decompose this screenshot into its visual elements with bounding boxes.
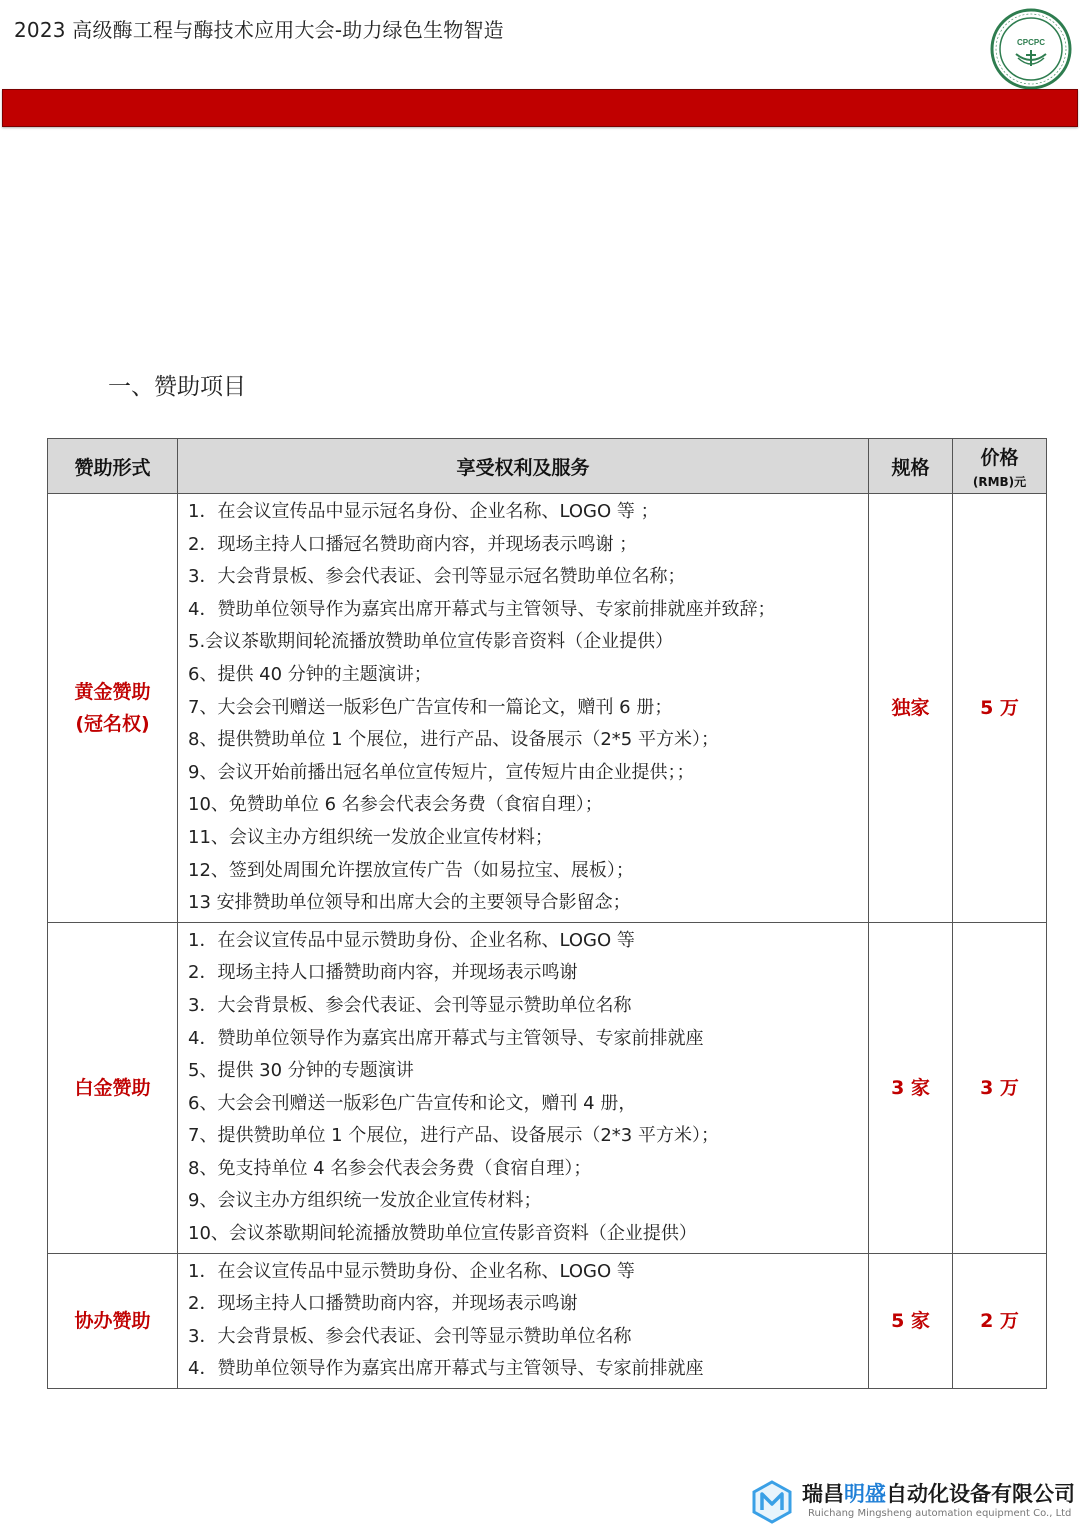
list-item: 5.会议茶歇期间轮流播放赞助单位宣传影音资料（企业提供） <box>188 631 674 653</box>
sponsor-tier-name: 黄金赞助 <box>74 680 151 703</box>
benefits-list <box>188 925 868 1251</box>
header-price-main: 价格 <box>980 446 1019 469</box>
list-item: 5、提供 30 分钟的专题演讲 <box>188 1060 414 1082</box>
list-item: 2．现场主持人口播赞助商内容，并现场表示鸣谢 <box>188 1293 578 1315</box>
list-item: 2．现场主持人口播赞助商内容，并现场表示鸣谢 <box>188 962 578 984</box>
list-item: 7、提供赞助单位 1 个展位，进行产品、设备展示（2*3 平方米）； <box>188 1125 719 1147</box>
list-item: 8、提供赞助单位 1 个展位，进行产品、设备展示（2*5 平方米）； <box>188 729 719 751</box>
price-cell: 2 万 <box>953 1253 1047 1388</box>
list-item: 8、免支持单位 4 名参会代表会务费（食宿自理）； <box>188 1157 592 1179</box>
list-item: 4．赞助单位领导作为嘉宾出席开幕式与主管领导、专家前排就座 <box>188 1027 704 1049</box>
benefits-cell <box>178 494 869 923</box>
sponsorship-table <box>47 438 1047 1389</box>
header-price-unit: (RMB)元 <box>972 474 1027 489</box>
list-item: 3．大会背景板、参会代表证、会刊等显示赞助单位名称 <box>188 1325 632 1347</box>
benefits-list <box>188 1256 868 1386</box>
list-item: 3．大会背景板、参会代表证、会刊等显示冠名赞助单位名称； <box>188 566 686 588</box>
footer-company-suffix: 自动化设备有限公司 <box>886 1482 1075 1506</box>
list-item: 1．在会议宣传品中显示赞助身份、企业名称、LOGO 等 <box>188 929 635 951</box>
company-logo-icon <box>752 1480 792 1524</box>
header-spec: 规格 <box>869 439 953 494</box>
list-item: 12、签到处周围允许摆放宣传广告（如易拉宝、展板）； <box>188 859 634 881</box>
svg-text:CPCPC: CPCPC <box>1016 38 1046 47</box>
list-item: 10、免赞助单位 6 名参会代表会务费（食宿自理）； <box>188 794 603 816</box>
list-item: 1．在会议宣传品中显示赞助身份、企业名称、LOGO 等 <box>188 1260 635 1282</box>
list-item: 11、会议主办方组织统一发放企业宣传材料； <box>188 826 553 848</box>
table-header-row <box>48 439 1047 494</box>
table-row <box>48 494 1047 923</box>
footer-company-accent: 明盛 <box>844 1482 886 1506</box>
document-header-title: 2023 高级酶工程与酶技术应用大会-助力绿色生物智造 <box>14 18 504 42</box>
sponsor-tier-name: 协办赞助 <box>74 1309 151 1332</box>
header-benefits: 享受权利及服务 <box>178 439 869 494</box>
list-item: 13 安排赞助单位领导和出席大会的主要领导合影留念； <box>188 892 631 914</box>
list-item: 4．赞助单位领导作为嘉宾出席开幕式与主管领导、专家前排就座 <box>188 1358 704 1380</box>
list-item: 3．大会背景板、参会代表证、会刊等显示赞助单位名称 <box>188 994 632 1016</box>
list-item: 4．赞助单位领导作为嘉宾出席开幕式与主管领导、专家前排就座并致辞； <box>188 598 776 620</box>
list-item: 1．在会议宣传品中显示冠名身份、企业名称、LOGO 等 ； <box>188 501 659 522</box>
list-item: 6、大会会刊赠送一版彩色广告宣传和论文，赠刊 4 册， <box>188 1092 637 1114</box>
header-sponsor-form: 赞助形式 <box>48 439 178 494</box>
benefits-list <box>188 496 868 920</box>
footer-company-name <box>802 1478 1075 1508</box>
list-item: 9、会议主办方组织统一发放企业宣传材料； <box>188 1190 542 1212</box>
cpcpc-seal-logo <box>990 8 1072 90</box>
benefits-cell <box>178 922 869 1253</box>
sponsor-tier-cell <box>48 922 178 1253</box>
footer-company-watermark <box>752 1476 1078 1526</box>
table-row <box>48 1253 1047 1388</box>
price-cell: 3 万 <box>953 922 1047 1253</box>
spec-cell: 独家 <box>869 494 953 923</box>
list-item: 7、大会会刊赠送一版彩色广告宣传和一篇论文，赠刊 6 册； <box>188 696 673 718</box>
spec-cell: 3 家 <box>869 922 953 1253</box>
list-item: 9、会议开始前播出冠名单位宣传短片，宣传短片由企业提供；； <box>188 761 695 783</box>
price-cell: 5 万 <box>953 494 1047 923</box>
sponsor-tier-name: 白金赞助 <box>74 1076 151 1099</box>
sponsor-tier-cell <box>48 494 178 923</box>
section-title: 一、赞助项目 <box>108 374 246 400</box>
sponsor-tier-cell <box>48 1253 178 1388</box>
spec-cell: 5 家 <box>869 1253 953 1388</box>
benefits-cell <box>178 1253 869 1388</box>
header-red-band <box>2 89 1078 127</box>
list-item: 6、提供 40 分钟的主题演讲； <box>188 663 432 685</box>
footer-company-english: Ruichang Mingsheng automation equipment Co., Ltd <box>808 1508 1072 1519</box>
sponsor-tier-subtitle: (冠名权) <box>75 712 150 735</box>
list-item: 10、会议茶歇期间轮流播放赞助单位宣传影音资料（企业提供） <box>188 1223 697 1245</box>
table-row <box>48 922 1047 1253</box>
header-price <box>953 439 1047 494</box>
list-item: 2．现场主持人口播冠名赞助商内容，并现场表示鸣谢 ； <box>188 533 638 555</box>
footer-company-prefix: 瑞昌 <box>802 1482 844 1506</box>
